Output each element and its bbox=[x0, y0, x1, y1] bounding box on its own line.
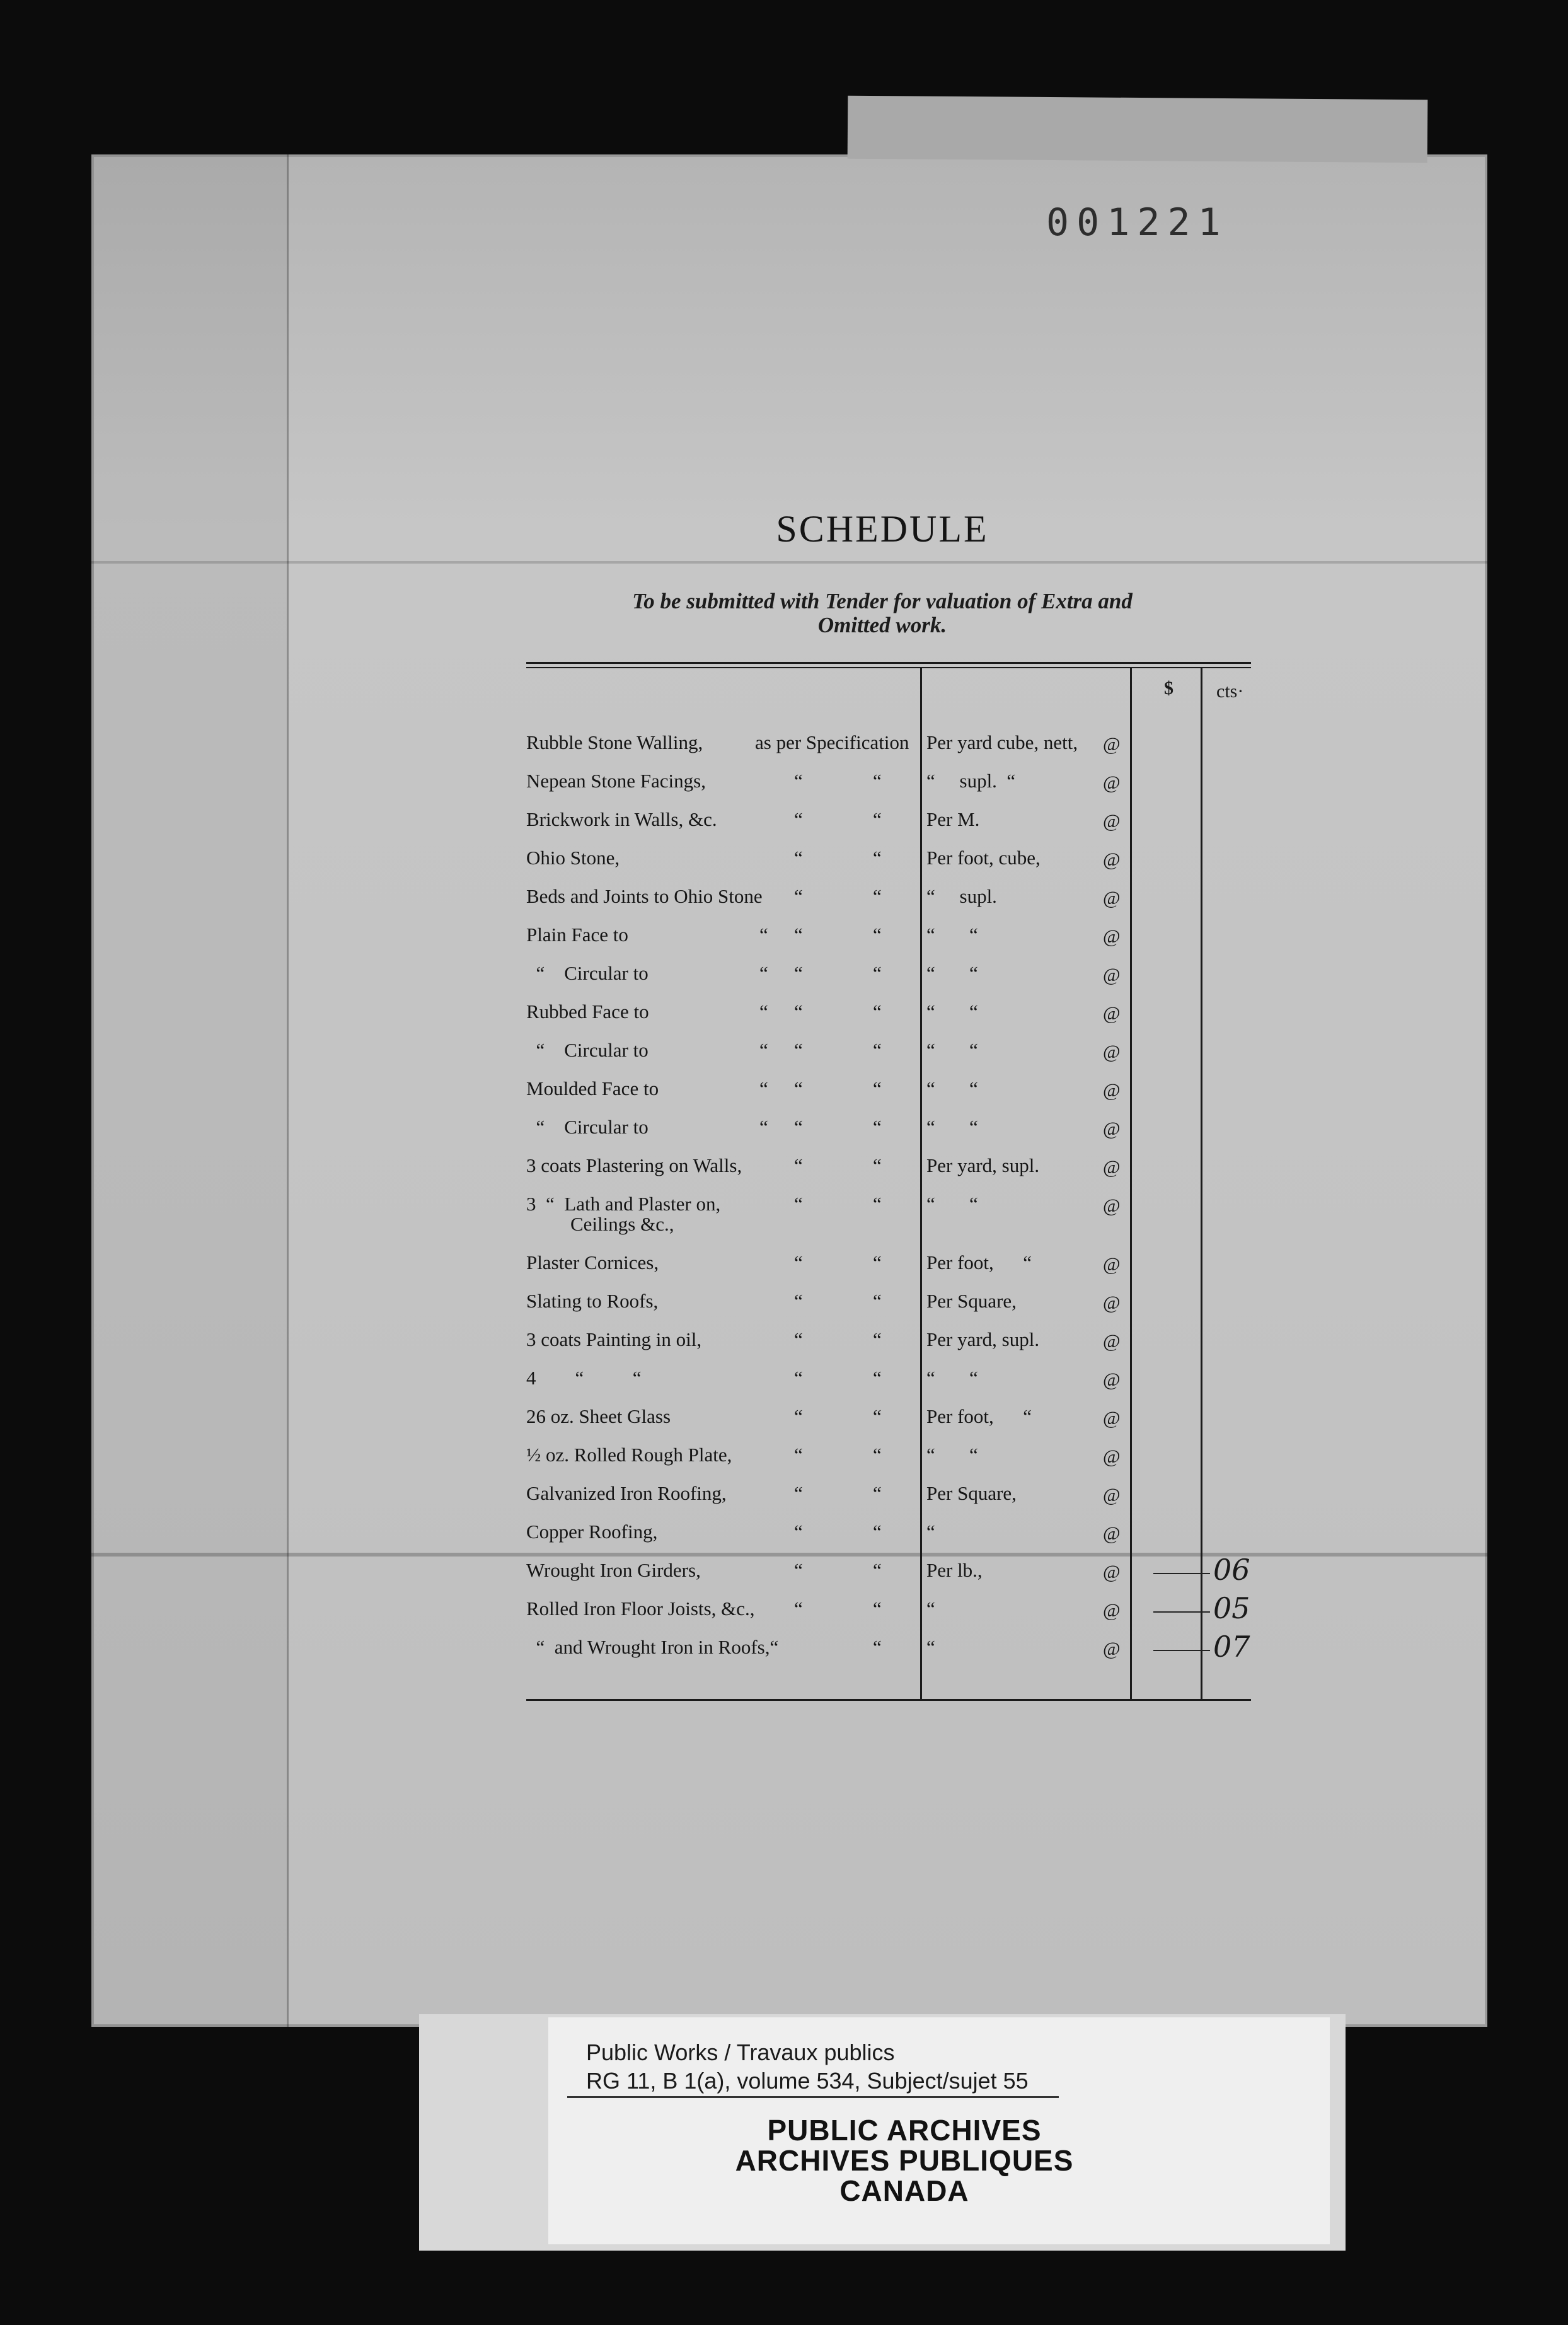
row-ditto-spec-1: “ bbox=[794, 1559, 803, 1581]
row-unit: “ “ bbox=[926, 1444, 978, 1466]
column-header-dollars: $ bbox=[1164, 678, 1173, 699]
row-item-continuation: Ceilings &c., bbox=[570, 1213, 674, 1235]
row-ditto: “ bbox=[759, 924, 768, 946]
row-item: Rubbed Face to bbox=[526, 1000, 649, 1023]
row-ditto-spec-1: “ bbox=[794, 962, 803, 984]
table-row bbox=[0, 1193, 1568, 1235]
row-at-sign: @ bbox=[1103, 849, 1121, 870]
row-ditto-spec-1: “ bbox=[794, 1000, 803, 1023]
row-ditto: “ bbox=[759, 1039, 768, 1061]
row-item: Moulded Face to bbox=[526, 1077, 659, 1099]
row-ditto-spec-2: “ bbox=[873, 1482, 882, 1504]
table-row bbox=[0, 1077, 1568, 1115]
row-at-sign: @ bbox=[1103, 1446, 1121, 1467]
row-ditto-spec-2: “ bbox=[873, 1405, 882, 1427]
row-ditto-spec-2: “ bbox=[873, 847, 882, 869]
row-unit: Per foot, cube, bbox=[926, 847, 1041, 869]
row-unit: “ “ bbox=[926, 924, 978, 946]
row-item: 3 coats Plastering on Walls, bbox=[526, 1154, 742, 1176]
table-row bbox=[0, 1591, 1568, 1635]
row-item: Plain Face to bbox=[526, 924, 628, 946]
row-ditto-spec-1: “ bbox=[794, 770, 803, 792]
table-top-rule bbox=[526, 662, 1251, 664]
table-row bbox=[0, 1039, 1568, 1077]
row-ditto-spec-1: “ bbox=[794, 847, 803, 869]
row-ditto: “ bbox=[759, 1116, 768, 1138]
row-ditto-spec-1: “ bbox=[794, 1193, 803, 1215]
row-ditto-spec-2: “ bbox=[873, 1193, 882, 1215]
row-at-sign: @ bbox=[1103, 1331, 1121, 1352]
row-at-sign: @ bbox=[1103, 1041, 1121, 1062]
row-at-sign: @ bbox=[1103, 1254, 1121, 1275]
table-top-rule-double bbox=[526, 667, 1251, 668]
row-unit: “ “ bbox=[926, 1193, 978, 1215]
table-row bbox=[0, 1521, 1568, 1558]
row-cents-value: 05 bbox=[1213, 1591, 1250, 1625]
archive-label-line-2: RG 11, B 1(a), volume 534, Subject/sujet 55 bbox=[586, 2068, 1029, 2094]
row-ditto: “ bbox=[759, 1077, 768, 1099]
row-at-sign: @ bbox=[1103, 965, 1121, 985]
table-row bbox=[0, 770, 1568, 808]
table-row bbox=[0, 847, 1568, 884]
row-dollar-dash bbox=[1153, 1650, 1210, 1651]
row-ditto-spec-2: “ bbox=[873, 1597, 882, 1620]
row-dollar-dash bbox=[1153, 1573, 1210, 1574]
row-at-sign: @ bbox=[1103, 1292, 1121, 1313]
row-ditto-spec-2: “ bbox=[873, 1444, 882, 1466]
row-ditto-spec-1: “ bbox=[794, 1077, 803, 1099]
row-item: Slating to Roofs, bbox=[526, 1290, 659, 1312]
table-row bbox=[0, 808, 1568, 846]
row-ditto-spec-1: “ bbox=[794, 1521, 803, 1543]
row-unit: “ “ bbox=[926, 1116, 978, 1138]
row-at-sign: @ bbox=[1103, 1080, 1121, 1101]
row-at-sign: @ bbox=[1103, 926, 1121, 947]
page-title: SCHEDULE bbox=[776, 508, 989, 550]
row-item: “ and Wrought Iron in Roofs,“ bbox=[526, 1636, 779, 1658]
row-unit: Per foot, “ bbox=[926, 1405, 1032, 1427]
row-item: Wrought Iron Girders, bbox=[526, 1559, 701, 1581]
row-item: Galvanized Iron Roofing, bbox=[526, 1482, 727, 1504]
archive-stamp-line-1: PUBLIC ARCHIVES bbox=[767, 2114, 1042, 2147]
row-unit: “ bbox=[926, 1636, 935, 1658]
row-cents-value: 06 bbox=[1213, 1553, 1250, 1587]
table-row bbox=[0, 1482, 1568, 1520]
row-item: “ Circular to bbox=[526, 962, 649, 984]
row-unit: “ “ bbox=[926, 962, 978, 984]
row-item: 26 oz. Sheet Glass bbox=[526, 1405, 671, 1427]
row-unit: Per lb., bbox=[926, 1559, 983, 1581]
table-row bbox=[0, 1405, 1568, 1443]
row-item: 3 coats Painting in oil, bbox=[526, 1328, 702, 1350]
row-ditto-spec-1: “ bbox=[794, 1444, 803, 1466]
table-row bbox=[0, 1116, 1568, 1154]
row-ditto-spec-1: “ bbox=[794, 1482, 803, 1504]
column-header-cents: cts· bbox=[1216, 681, 1244, 702]
table-row bbox=[0, 1154, 1568, 1192]
row-ditto-spec-1: “ bbox=[794, 1597, 803, 1620]
row-item: ½ oz. Rolled Rough Plate, bbox=[526, 1444, 732, 1466]
row-ditto-spec-1: “ bbox=[794, 1251, 803, 1273]
table-row bbox=[0, 731, 1568, 769]
row-ditto-spec-2: “ bbox=[873, 1521, 882, 1543]
row-ditto-spec-1: “ bbox=[794, 1154, 803, 1176]
row-item: “ Circular to bbox=[526, 1039, 649, 1061]
row-item: Ohio Stone, bbox=[526, 847, 620, 869]
archive-stamp-line-3: CANADA bbox=[839, 2174, 969, 2207]
row-ditto-spec-2: “ bbox=[873, 1000, 882, 1023]
row-ditto-spec-1: “ bbox=[794, 808, 803, 830]
archive-stamp-line-2: ARCHIVES PUBLIQUES bbox=[735, 2144, 1074, 2177]
row-ditto-spec-1: “ bbox=[794, 1328, 803, 1350]
row-item: Plaster Cornices, bbox=[526, 1251, 659, 1273]
row-unit: “ “ bbox=[926, 1039, 978, 1061]
row-ditto-spec-1: “ bbox=[794, 1116, 803, 1138]
row-at-sign: @ bbox=[1103, 1485, 1121, 1505]
row-at-sign: @ bbox=[1103, 1195, 1121, 1216]
row-unit: “ bbox=[926, 1521, 935, 1543]
row-ditto-spec-2: “ bbox=[873, 1290, 882, 1312]
row-ditto-spec-1: “ bbox=[794, 924, 803, 946]
row-at-sign: @ bbox=[1103, 1157, 1121, 1178]
row-at-sign: @ bbox=[1103, 888, 1121, 908]
row-unit: “ supl. “ bbox=[926, 770, 1016, 792]
row-unit: “ bbox=[926, 1597, 935, 1620]
row-ditto-spec-2: “ bbox=[873, 1077, 882, 1099]
row-item: 3 “ Lath and Plaster on, bbox=[526, 1193, 721, 1215]
row-ditto-spec-2: “ bbox=[873, 1251, 882, 1273]
row-unit: Per yard cube, nett, bbox=[926, 731, 1078, 753]
row-unit: Per Square, bbox=[926, 1290, 1017, 1312]
row-at-sign: @ bbox=[1103, 1369, 1121, 1390]
row-item: Beds and Joints to Ohio Stone bbox=[526, 885, 763, 907]
row-specification: as per Specification bbox=[755, 731, 909, 753]
subtitle-line-1: To be submitted with Tender for valuation of Extra and bbox=[632, 589, 1133, 613]
subtitle-line-2: Omitted work. bbox=[817, 613, 947, 637]
row-ditto: “ bbox=[759, 962, 768, 984]
row-unit: “ “ bbox=[926, 1077, 978, 1099]
row-unit: Per M. bbox=[926, 808, 980, 830]
paper-flap bbox=[848, 96, 1428, 163]
row-at-sign: @ bbox=[1103, 1638, 1121, 1659]
row-ditto-spec-2: “ bbox=[873, 885, 882, 907]
row-dollar-dash bbox=[1153, 1611, 1210, 1613]
row-ditto-spec-2: “ bbox=[873, 1154, 882, 1176]
row-item: Rubble Stone Walling, bbox=[526, 731, 703, 753]
row-item: Rolled Iron Floor Joists, &c., bbox=[526, 1597, 755, 1620]
table-row bbox=[0, 1000, 1568, 1038]
row-ditto-spec-2: “ bbox=[873, 1636, 882, 1658]
row-item: “ Circular to bbox=[526, 1116, 649, 1138]
row-ditto-spec-1: “ bbox=[794, 885, 803, 907]
row-ditto-spec-1: “ bbox=[794, 1290, 803, 1312]
row-unit: Per yard, supl. bbox=[926, 1328, 1040, 1350]
fold-crease-upper bbox=[91, 561, 1487, 564]
row-at-sign: @ bbox=[1103, 734, 1121, 755]
row-at-sign: @ bbox=[1103, 1003, 1121, 1024]
row-ditto-spec-2: “ bbox=[873, 1367, 882, 1389]
row-ditto-spec-2: “ bbox=[873, 808, 882, 830]
row-ditto-spec-1: “ bbox=[794, 1405, 803, 1427]
table-row bbox=[0, 1251, 1568, 1289]
row-at-sign: @ bbox=[1103, 772, 1121, 793]
row-item: Brickwork in Walls, &c. bbox=[526, 808, 717, 830]
row-item: Copper Roofing, bbox=[526, 1521, 658, 1543]
row-ditto-spec-2: “ bbox=[873, 1328, 882, 1350]
table-row bbox=[0, 1630, 1568, 1674]
row-at-sign: @ bbox=[1103, 1408, 1121, 1429]
row-unit: “ supl. bbox=[926, 885, 997, 907]
table-row bbox=[0, 1328, 1568, 1366]
subtitle bbox=[517, 589, 1248, 637]
row-ditto-spec-1: “ bbox=[794, 1039, 803, 1061]
table-row bbox=[0, 1553, 1568, 1597]
row-unit: Per foot, “ bbox=[926, 1251, 1032, 1273]
row-at-sign: @ bbox=[1103, 1562, 1121, 1582]
row-unit: “ “ bbox=[926, 1367, 978, 1389]
row-ditto: “ bbox=[759, 1000, 768, 1023]
row-at-sign: @ bbox=[1103, 811, 1121, 832]
row-at-sign: @ bbox=[1103, 1600, 1121, 1621]
table-row bbox=[0, 924, 1568, 961]
row-cents-value: 07 bbox=[1213, 1630, 1250, 1664]
table-bottom-rule bbox=[526, 1699, 1251, 1701]
row-unit: “ “ bbox=[926, 1000, 978, 1023]
row-at-sign: @ bbox=[1103, 1523, 1121, 1544]
table-row bbox=[0, 962, 1568, 1000]
row-at-sign: @ bbox=[1103, 1118, 1121, 1139]
row-ditto-spec-2: “ bbox=[873, 1039, 882, 1061]
row-ditto-spec-1: “ bbox=[794, 1367, 803, 1389]
row-ditto-spec-2: “ bbox=[873, 924, 882, 946]
row-item: Nepean Stone Facings, bbox=[526, 770, 706, 792]
archive-label-divider bbox=[567, 2096, 1059, 2098]
table-row bbox=[0, 1367, 1568, 1405]
row-item: 4 “ “ bbox=[526, 1367, 642, 1389]
archive-label-line-1: Public Works / Travaux publics bbox=[586, 2039, 895, 2065]
row-ditto-spec-2: “ bbox=[873, 770, 882, 792]
stamp-number: 001221 bbox=[1046, 200, 1228, 245]
row-unit: Per yard, supl. bbox=[926, 1154, 1040, 1176]
row-ditto-spec-2: “ bbox=[873, 962, 882, 984]
row-unit: Per Square, bbox=[926, 1482, 1017, 1504]
table-row bbox=[0, 885, 1568, 923]
table-row bbox=[0, 1290, 1568, 1328]
row-ditto-spec-2: “ bbox=[873, 1116, 882, 1138]
table-row bbox=[0, 1444, 1568, 1481]
row-ditto-spec-2: “ bbox=[873, 1559, 882, 1581]
